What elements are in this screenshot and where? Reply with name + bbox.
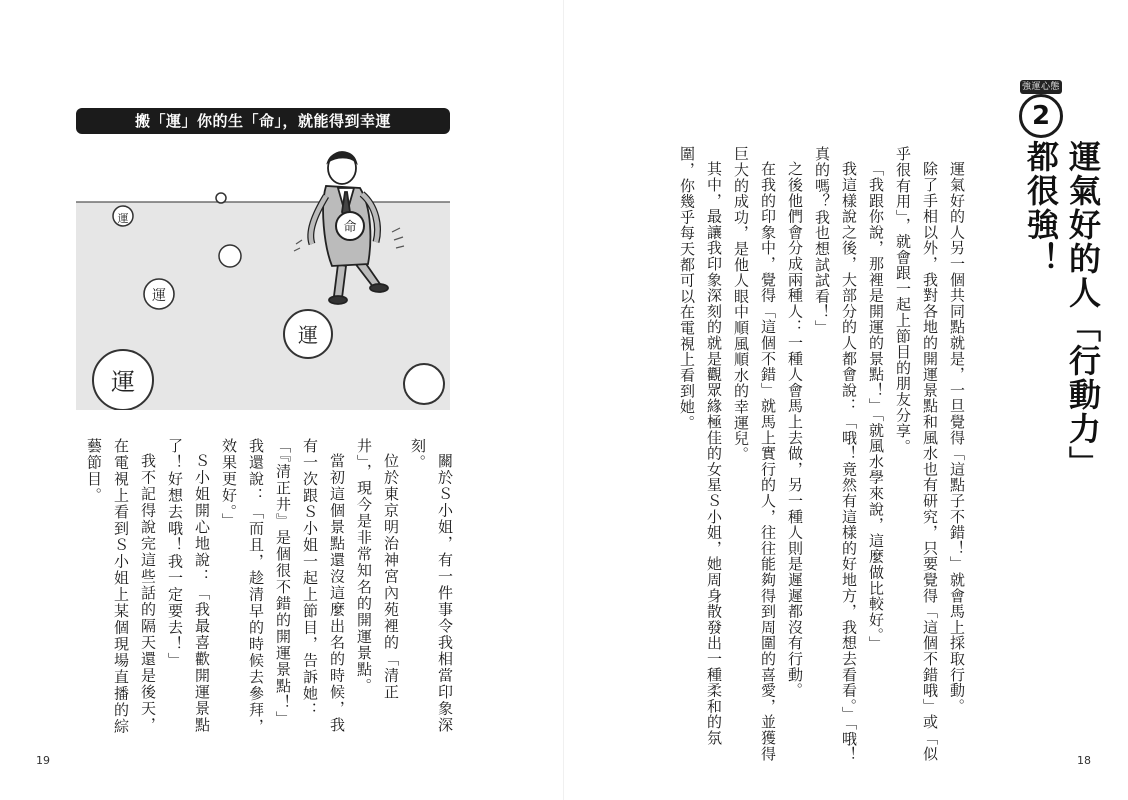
paragraph: 關於Ｓ小姐，有一件事令我相當印象深刻。 bbox=[409, 438, 454, 734]
paragraph: 我不記得說完這些話的隔天還是後天，在電視上看到Ｓ小姐上某個現場直播的綜藝節目。 bbox=[85, 438, 157, 735]
illustration bbox=[76, 146, 450, 410]
paragraph: 我這樣說之後，大部分的人都會說：「哦！竟然有這樣的好地方，我想去看看。」「哦！真的嗎？我也想試試看！」 bbox=[813, 146, 858, 763]
left-body-text bbox=[80, 438, 458, 738]
paragraph: 其中，最讓我印象深刻的就是觀眾緣極佳的女星Ｓ小姐，她周身散發出一種柔和的氛圍，你幾乎每天都可以在電視上看到她。 bbox=[678, 146, 723, 746]
paragraph: 位於東京明治神宮內苑裡的「清正井」，現今是非常知名的開運景點。 bbox=[355, 438, 400, 701]
ball-label: 運 bbox=[117, 212, 129, 225]
paragraph: 「我跟你說，那裡是開運的景點！」「就風水學來說，這麼做比較好。」 bbox=[867, 161, 885, 652]
ball bbox=[404, 364, 444, 404]
chapter-title: 運氣好的人「行動力」都很強！ bbox=[1022, 140, 1102, 480]
ball bbox=[219, 245, 241, 267]
paragraph: 除了手相以外，我對各地的開運景點和風水也有研究，只要覺得「這個不錯哦」或「似乎很有用」，就會跟一起上節目的朋友分享。 bbox=[894, 146, 939, 762]
paragraph: 之後他們會分成兩種人：一種人會馬上去做，另一種人則是遲遲都沒有行動。 bbox=[786, 161, 804, 699]
page-number-left: 19 bbox=[36, 754, 50, 767]
ball bbox=[216, 193, 226, 203]
ball-label: 運 bbox=[298, 323, 318, 347]
illustration-caption: 搬「運」你的生「命」，就能得到幸運 bbox=[76, 108, 450, 134]
ball-label: 運 bbox=[152, 288, 166, 304]
right-body-text bbox=[673, 146, 970, 772]
page-number-right: 18 bbox=[1077, 754, 1091, 767]
paragraph: 運氣好的人另一個共同點就是，一旦覺得「這點子不錯！」就會馬上採取行動。 bbox=[948, 161, 966, 714]
chapter-badge-label: 強運心態 bbox=[1021, 82, 1060, 92]
chapter-badge-number: 2 bbox=[1019, 94, 1063, 138]
paragraph: 當初這個景點還沒這麼出名的時候，我有一次跟Ｓ小姐一起上節目，告訴她：「『清正井』是個很不錯的開運景點！」我還說：「而且，趁清早的時候去參拜，效果更好。」 bbox=[220, 438, 346, 735]
page-gutter bbox=[563, 0, 564, 800]
ball-label: 運 bbox=[111, 368, 135, 396]
figure-ball-label: 命 bbox=[343, 220, 357, 235]
paragraph: Ｓ小姐開心地說：「我最喜歡開運景點了！好想去哦！我一定要去！」 bbox=[166, 438, 211, 734]
paragraph: 在我的印象中，覺得「這個不錯」就馬上實行的人，往往能夠得到周圍的喜愛，並獲得巨大的成功，是他人眼中順風順水的幸運兒。 bbox=[732, 146, 777, 762]
illustration-drawing bbox=[76, 146, 450, 410]
